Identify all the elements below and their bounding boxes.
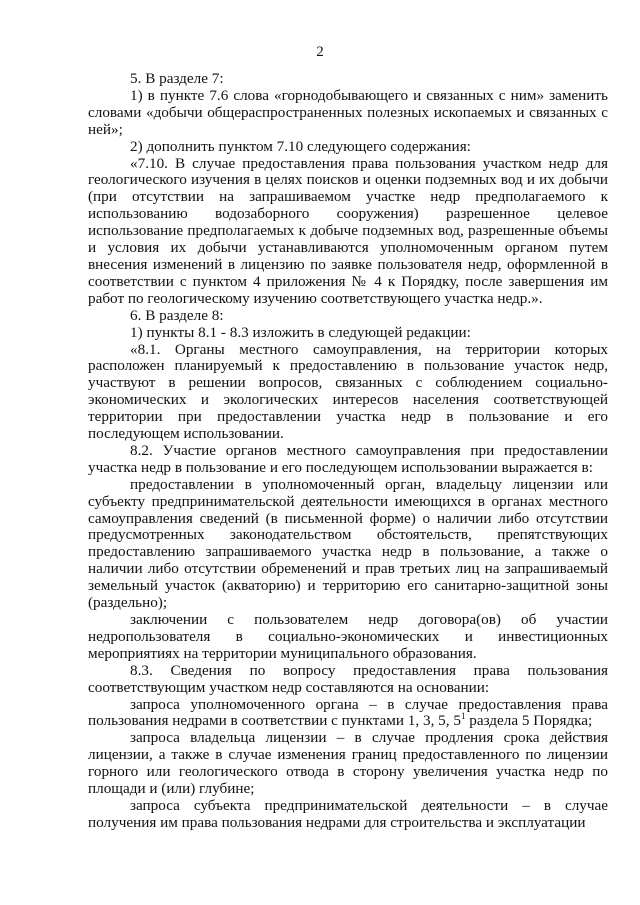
paragraph: 8.3. Сведения по вопросу предоставления права пользования соответствующим участком недр составляются на основании: [88,661,608,696]
paragraph: 6. В разделе 8: [130,306,224,324]
paragraph: заключении с пользователем недр договора(ов) об участии недропользователя в социально-экономических и инвестиционных мероприятиях на территории муниципального образования. [88,611,608,662]
paragraph: предоставлении в уполномоченный орган, владельцу лицензии или субъекту предпринимательской деятельности имеющихся в органах местного самоуправления сведений (в письменной форме) о наличии либо отсутствии предусмотренных законодательством обстоятельств, препятствующих предоставлению запрашиваемого участка недр в пользование, а также о наличии либо отсутствии обременений и прав третьих лиц на запрашиваемый земельный участок (акваторию) и территорию его санитарно-защитной зоны (раздельно); [88,475,608,612]
superscript: 1 [460,711,466,722]
paragraph-text: запроса уполномоченного органа – в случае предоставления права пользования недрами в соответствии с пунктами 1, 3, 5, 5 [88,695,608,730]
paragraph: запроса субъекта предпринимательской деятельности – в случае получения им права пользования недрами для строительства и эксплуатации [88,796,608,831]
paragraph: 5. В разделе 7: [130,70,224,87]
paragraph: 2) дополнить пунктом 7.10 следующего содержания: [130,137,471,155]
paragraph: запроса владельца лицензии – в случае продления срока действия лицензии, а также в случае изменения границ предоставленного по лицензии горного или геологического отвода в сторону увеличения участка недр по площади и (или) глубине; [88,729,608,798]
page-number: 2 [316,44,324,60]
paragraph-with-superscript [88,697,608,731]
paragraph-text: раздела 5 Порядка; [465,712,593,730]
paragraph: 8.2. Участие органов местного самоуправления при предоставлении участка недр в пользование и его последующем использовании выражается в: [88,441,608,476]
paragraph: «8.1. Органы местного самоуправления, на территории которых расположен планируемый к предоставлению в пользование участок недр, участвуют в решении вопросов, связанных с соблюдением социально-экономических и экологических интересов населения соответствующей территории при предоставлении участка недр в пользование и его последующем использовании. [88,340,608,443]
document-body [88,71,608,832]
paragraph: 1) пункты 8.1 - 8.3 изложить в следующей редакции: [130,323,471,341]
paragraph: «7.10. В случае предоставления права пользования участком недр для геологического изучения в целях поисков и оценки подземных вод и их добычи (при отсутствии на запрашиваемом участке недр предполагаемого к использованию водозаборного сооружения) разрешенное целевое использование предполагаемых к добыче подземных вод, разрешенные объемы и условия их добычи устанавливаются уполномоченным органом путем внесения изменений в лицензию по заявке пользователя недр, оформленной в соответствии с пунктом 4 приложения № 4 к Порядку, после завершения им работ по геологическому изучению соответствующего участка недр.». [88,154,608,307]
paragraph: 1) в пункте 7.6 слова «горнодобывающего и связанных с ним» заменить словами «добычи общераспространенных полезных ископаемых и связанных с ней»; [88,86,608,138]
